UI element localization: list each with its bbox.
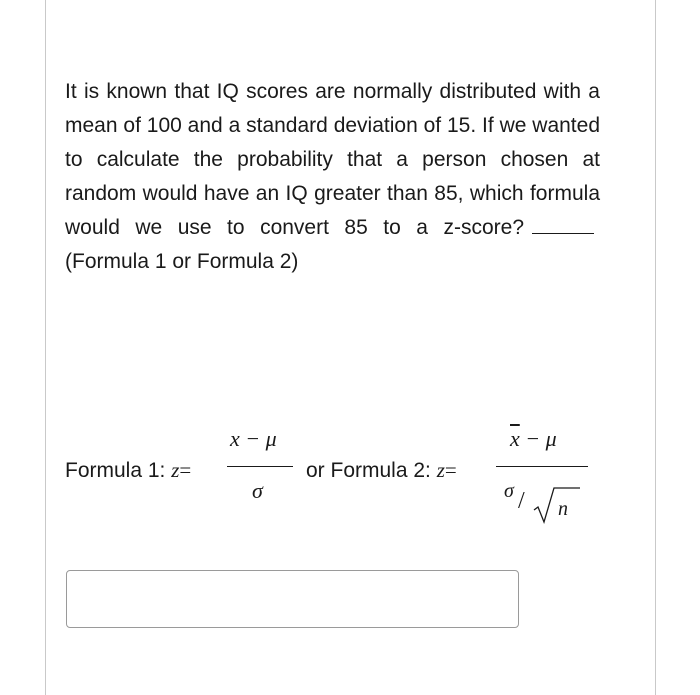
question-text (65, 75, 600, 279)
formulas (65, 418, 625, 538)
answer-blank (532, 214, 594, 234)
formula-2-fraction-bar (496, 466, 588, 467)
page-border-right (655, 0, 656, 695)
formula-1-equals: = (179, 458, 192, 482)
formula-2-numerator-rest: − μ (519, 426, 557, 451)
formula-2 (306, 458, 457, 483)
formula-1-fraction-bar (227, 466, 293, 467)
page-border-left (45, 0, 46, 695)
formula-2-sigma: σ (504, 480, 514, 502)
formula-2-n: n (558, 498, 568, 520)
formula-1-fraction (227, 418, 295, 508)
formula-2-fraction (496, 418, 591, 538)
formula-2-label: or Formula 2: (306, 459, 437, 482)
question-options: (Formula 1 or Formula 2) (65, 250, 299, 273)
square-root-icon (532, 484, 582, 526)
formula-2-z: z (436, 458, 445, 482)
formula-1-denominator: σ (252, 478, 263, 503)
formula-1-label: Formula 1: (65, 459, 172, 482)
formula-2-xbar: $\overline{x}$ (510, 426, 520, 451)
formula-2-slash: / (518, 488, 525, 514)
answer-input[interactable] (66, 570, 519, 628)
formula-2-equals: = (444, 458, 457, 482)
question-prompt: It is known that IQ scores are normally distributed with a mean of 100 and a standard deviation of 15. If we wanted to calculate the probability that a person chosen at random would have an IQ greater than 85, which formula would we use to convert 85 to a z-score? (65, 80, 600, 239)
formula-1-numerator: x − μ (230, 426, 277, 451)
formula-1 (65, 458, 191, 483)
formula-2-numerator (510, 426, 557, 452)
formula-1-z: z (171, 458, 180, 482)
